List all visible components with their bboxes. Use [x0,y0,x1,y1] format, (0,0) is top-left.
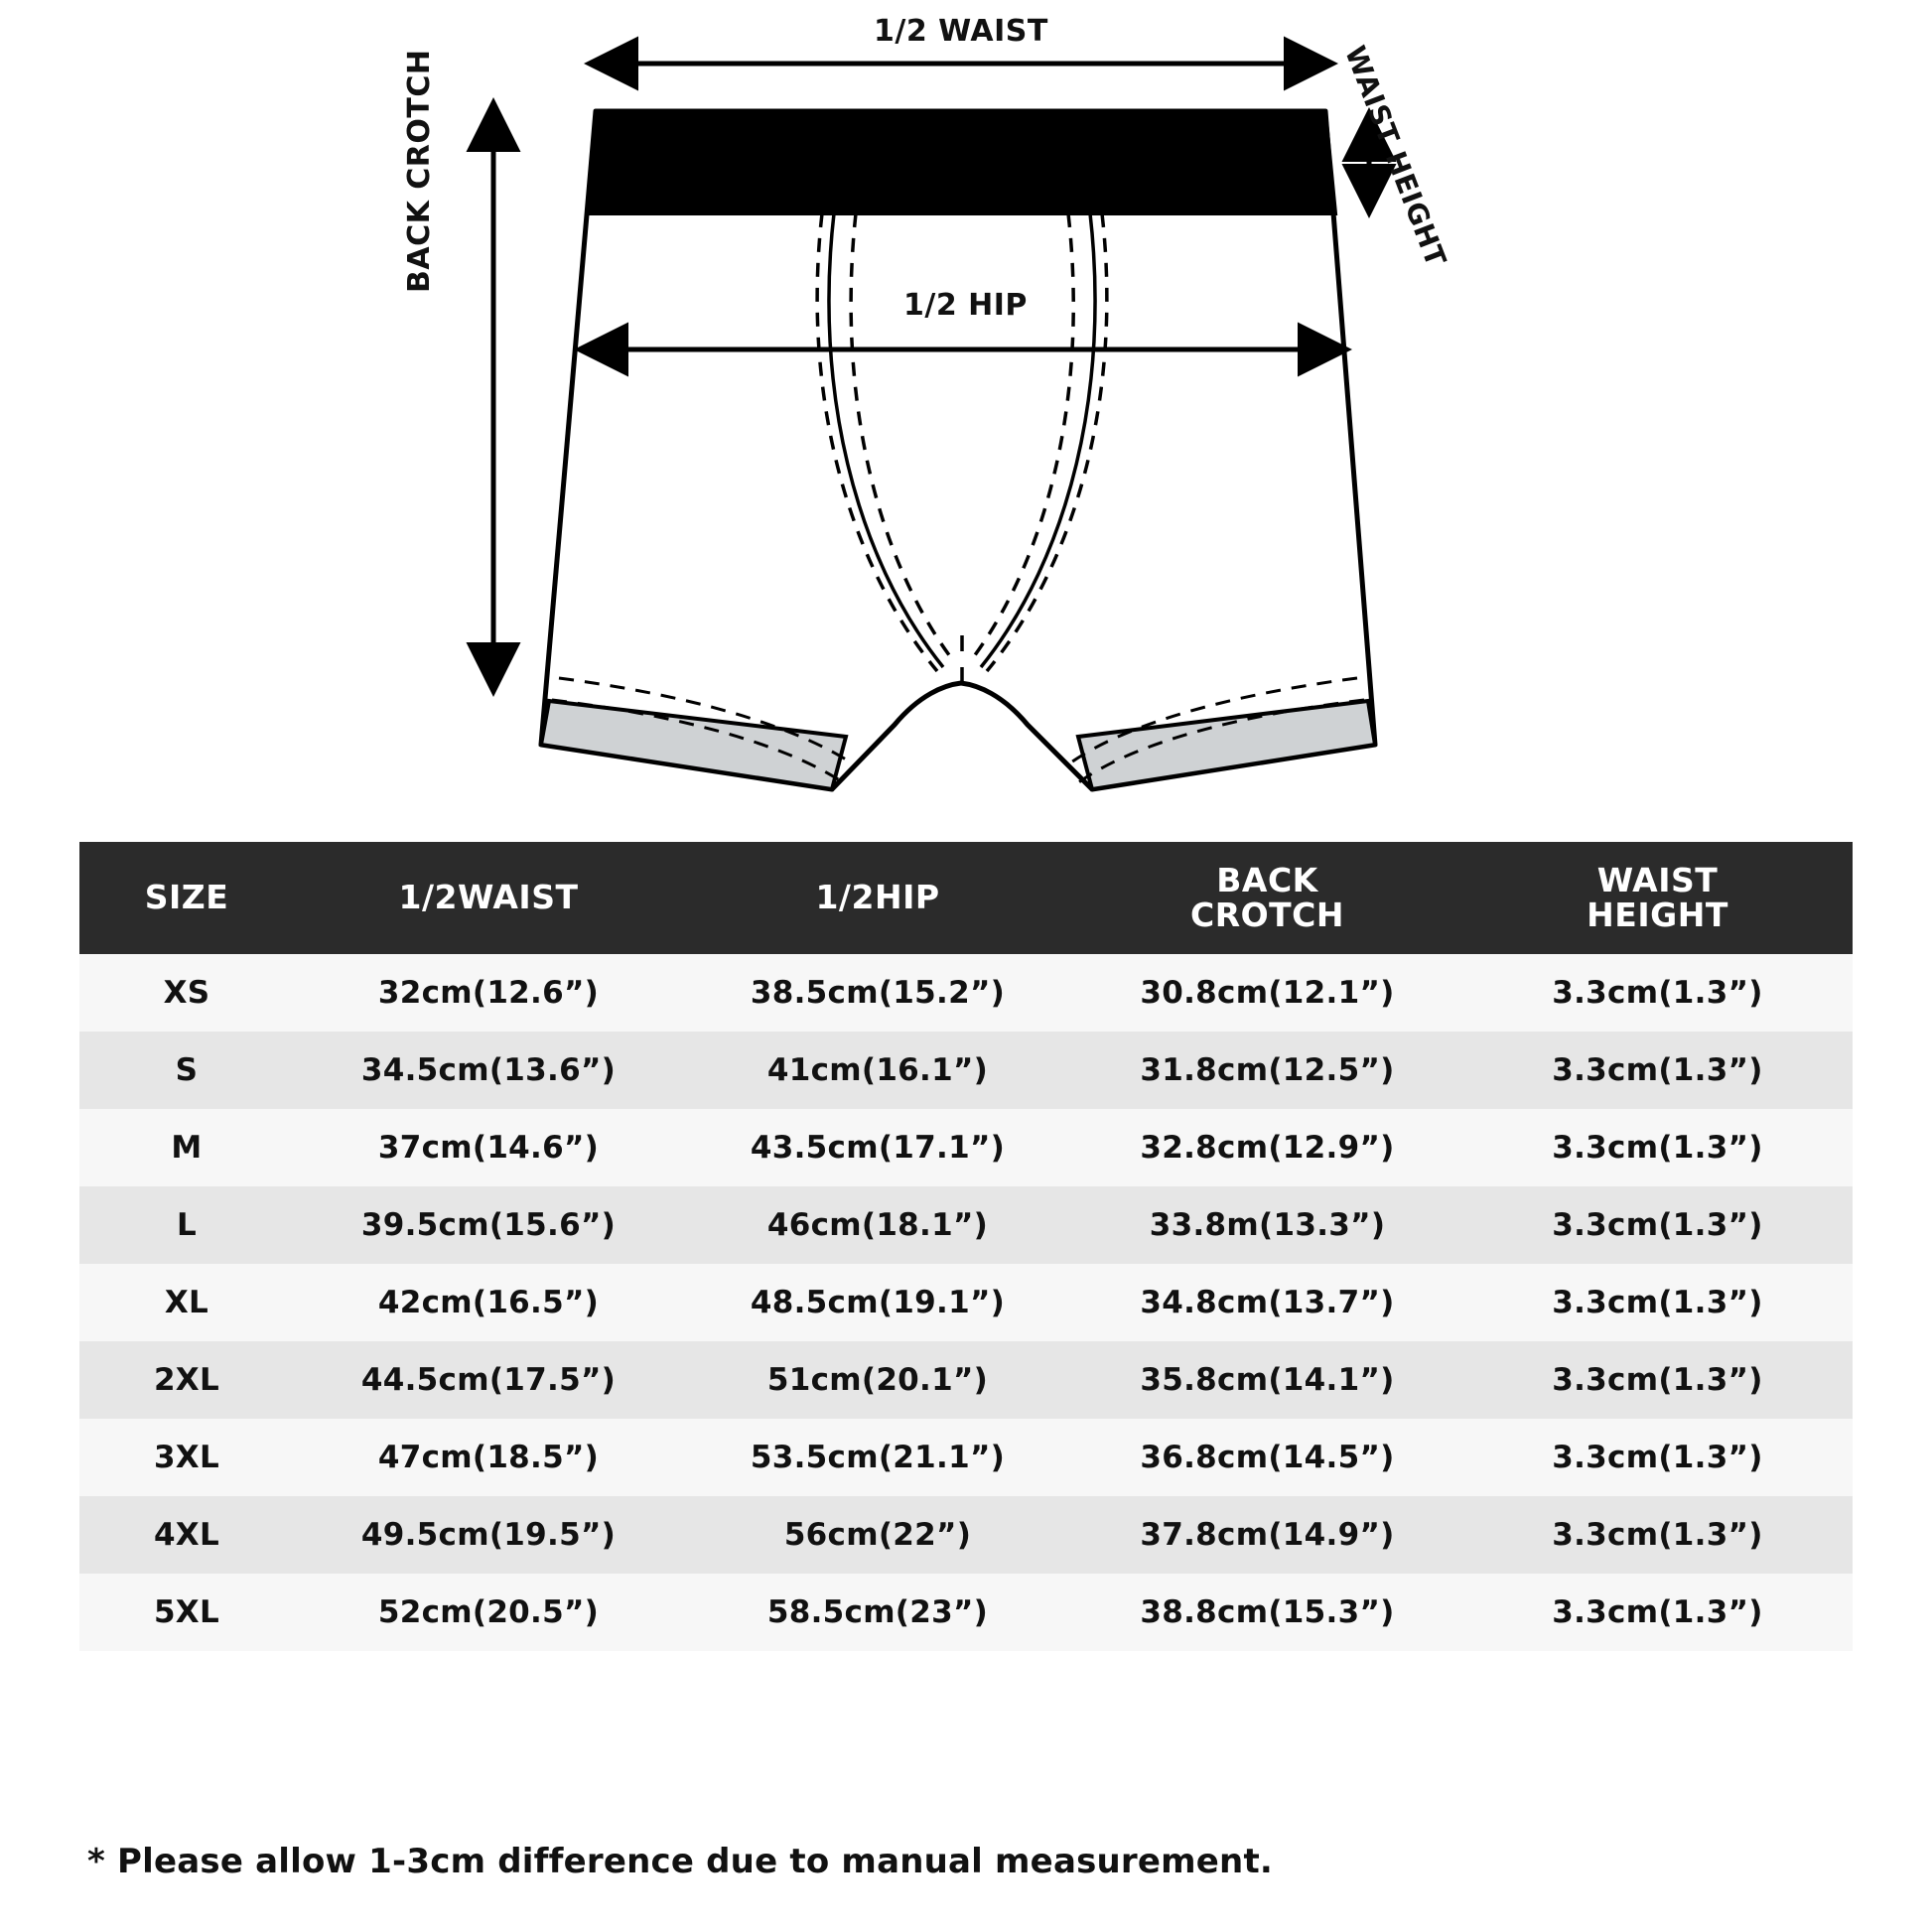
cell-waist-height: 3.3cm(1.3”) [1462,1419,1853,1496]
cell-half-waist: 42cm(16.5”) [294,1264,683,1341]
cell-half-hip: 51cm(20.1”) [683,1341,1072,1419]
size-table [79,842,1853,1651]
cell-back-crotch: 34.8cm(13.7”) [1072,1264,1462,1341]
size-table-container [79,842,1853,1651]
cell-half-waist: 49.5cm(19.5”) [294,1496,683,1574]
label-half-hip: 1/2 HIP [903,288,1028,323]
cell-half-waist: 34.5cm(13.6”) [294,1032,683,1109]
cell-waist-height: 3.3cm(1.3”) [1462,954,1853,1032]
cell-waist-height: 3.3cm(1.3”) [1462,1109,1853,1186]
col-header-waist-height [1462,842,1853,954]
col-header-back-crotch [1072,842,1462,954]
cell-waist-height: 3.3cm(1.3”) [1462,1341,1853,1419]
col-header-back-crotch-line2: CROTCH [1189,895,1345,934]
cell-back-crotch: 30.8cm(12.1”) [1072,954,1462,1032]
leg-opening-shading [541,701,1375,789]
cell-half-hip: 58.5cm(23”) [683,1574,1072,1651]
col-header-half-waist: 1/2WAIST [294,842,683,954]
cell-waist-height: 3.3cm(1.3”) [1462,1574,1853,1651]
cell-size: S [79,1032,294,1109]
table-row [79,1574,1853,1651]
cell-waist-height: 3.3cm(1.3”) [1462,1496,1853,1574]
cell-half-waist: 39.5cm(15.6”) [294,1186,683,1264]
cell-half-hip: 46cm(18.1”) [683,1186,1072,1264]
cell-waist-height: 3.3cm(1.3”) [1462,1186,1853,1264]
cell-size: 5XL [79,1574,294,1651]
col-header-size: SIZE [79,842,294,954]
cell-size: L [79,1186,294,1264]
cell-back-crotch: 33.8m(13.3”) [1072,1186,1462,1264]
cell-half-waist: 47cm(18.5”) [294,1419,683,1496]
table-row [79,1341,1853,1419]
waistband [588,111,1335,213]
label-half-waist: 1/2 WAIST [874,14,1048,49]
cell-size: 2XL [79,1341,294,1419]
cell-half-waist: 37cm(14.6”) [294,1109,683,1186]
cell-half-hip: 56cm(22”) [683,1496,1072,1574]
table-row [79,1109,1853,1186]
cell-back-crotch: 35.8cm(14.1”) [1072,1341,1462,1419]
cell-back-crotch: 31.8cm(12.5”) [1072,1032,1462,1109]
cell-size: 4XL [79,1496,294,1574]
col-header-waist-height-line1: WAIST [1596,861,1719,899]
cell-size: 3XL [79,1419,294,1496]
size-table-header [79,842,1853,954]
cell-half-hip: 38.5cm(15.2”) [683,954,1072,1032]
cell-half-hip: 48.5cm(19.1”) [683,1264,1072,1341]
table-row [79,1496,1853,1574]
table-row [79,1032,1853,1109]
col-header-half-hip: 1/2HIP [683,842,1072,954]
cell-half-hip: 43.5cm(17.1”) [683,1109,1072,1186]
label-back-crotch: BACK CROTCH [402,49,437,293]
size-table-body [79,954,1853,1651]
col-header-back-crotch-line1: BACK [1216,861,1318,899]
table-header-row [79,842,1853,954]
cell-size: M [79,1109,294,1186]
label-waist-height: WAIST HEIGHT [1338,41,1453,272]
cell-size: XL [79,1264,294,1341]
measurement-footnote: * Please allow 1-3cm difference due to manual measurement. [87,1842,1274,1881]
cell-half-hip: 41cm(16.1”) [683,1032,1072,1109]
cell-back-crotch: 32.8cm(12.9”) [1072,1109,1462,1186]
cell-waist-height: 3.3cm(1.3”) [1462,1264,1853,1341]
col-header-waist-height-line2: HEIGHT [1587,895,1728,934]
cell-size: XS [79,954,294,1032]
table-row [79,1186,1853,1264]
cell-waist-height: 3.3cm(1.3”) [1462,1032,1853,1109]
garment-diagram [0,0,1932,834]
cell-back-crotch: 38.8cm(15.3”) [1072,1574,1462,1651]
cell-half-waist: 32cm(12.6”) [294,954,683,1032]
table-row [79,954,1853,1032]
table-row [79,1419,1853,1496]
table-row [79,1264,1853,1341]
cell-back-crotch: 37.8cm(14.9”) [1072,1496,1462,1574]
cell-half-waist: 44.5cm(17.5”) [294,1341,683,1419]
cell-half-waist: 52cm(20.5”) [294,1574,683,1651]
cell-back-crotch: 36.8cm(14.5”) [1072,1419,1462,1496]
cell-half-hip: 53.5cm(21.1”) [683,1419,1072,1496]
boxer-brief-technical-drawing [0,0,1932,834]
